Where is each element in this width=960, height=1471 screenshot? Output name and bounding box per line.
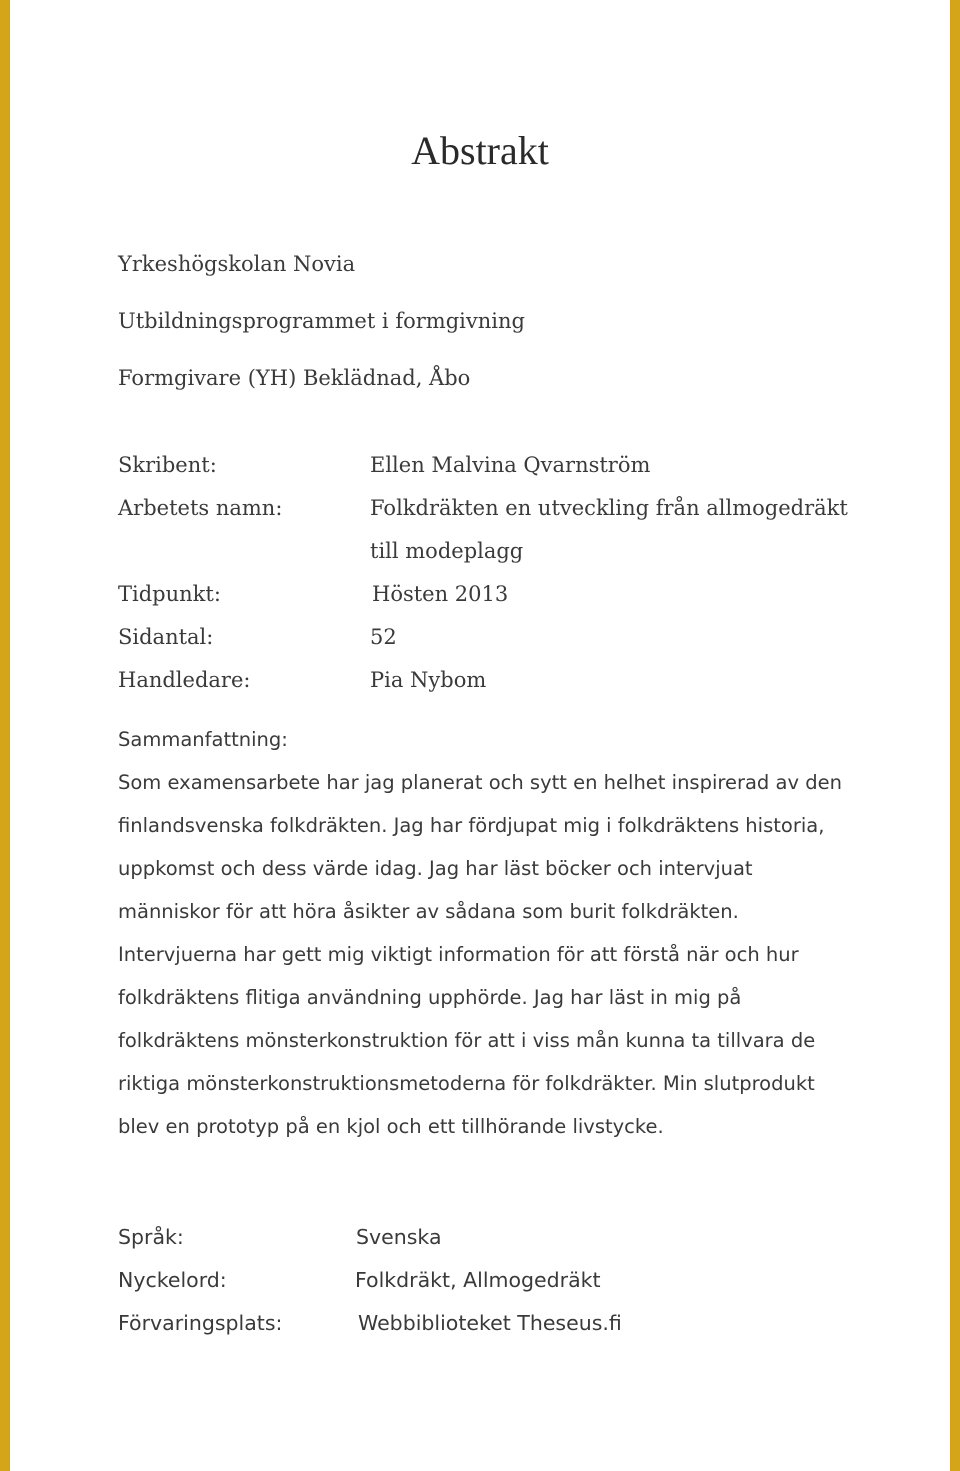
pages-label: Sidantal: [118,625,214,649]
storage-row [118,1311,622,1335]
time-value: Hösten 2013 [372,582,509,606]
summary-heading: Sammanfattning: [118,728,288,751]
pages-value: 52 [370,625,397,649]
work-title-value-line2: till modeplagg [370,539,524,563]
author-label: Skribent: [118,453,217,477]
page-title: Abstrakt [411,128,549,173]
language-row [118,1225,442,1249]
language-value: Svenska [356,1225,442,1249]
work-title-label: Arbetets namn: [118,496,283,520]
pages-row [118,623,397,651]
supervisor-row [118,666,487,694]
page-border-right [950,0,960,1471]
language-label: Språk: [118,1225,184,1249]
time-label: Tidpunkt: [118,582,221,606]
supervisor-label: Handledare: [118,668,251,692]
author-value: Ellen Malvina Qvarnström [370,453,651,477]
work-title-row [118,494,848,522]
summary-section [118,718,858,1148]
storage-value: Webbiblioteket Theseus.fi [358,1311,622,1335]
storage-label: Förvaringsplats: [118,1311,283,1335]
supervisor-value: Pia Nybom [370,668,487,692]
page-border-left [0,0,10,1471]
summary-text: Som examensarbete har jag planerat och sytt en helhet inspirerad av den finlandsvenska folkdräkten. Jag har fördjupat mig i folkdräktens historia, uppkomst och dess värde idag. Jag har läst böcker och intervjuat människor för att höra åsikter av sådana som burit folkdräkten. Intervjuerna har gett mig viktigt information för att förstå när och hur folkdräktens flitiga användning upphörde. Jag har läst in mig på folkdräktens mönsterkonstruktion för att i viss mån kunna ta tillvara de riktiga mönsterkonstruktionsmetoderna för folkdräkter. Min slutprodukt blev en prototyp på en kjol och ett tillhörande livstycke. [118,771,842,1138]
degree-name: Formgivare (YH) Beklädnad, Åbo [118,366,471,390]
author-row [118,451,651,479]
work-title-value-line1: Folkdräkten en utveckling från allmogedräkt [370,496,848,520]
keywords-value: Folkdräkt, Allmogedräkt [355,1268,601,1292]
time-row [118,580,509,608]
school-name: Yrkeshögskolan Novia [118,252,356,276]
program-name: Utbildningsprogrammet i formgivning [118,309,525,333]
keywords-label: Nyckelord: [118,1268,227,1292]
keywords-row [118,1268,601,1292]
